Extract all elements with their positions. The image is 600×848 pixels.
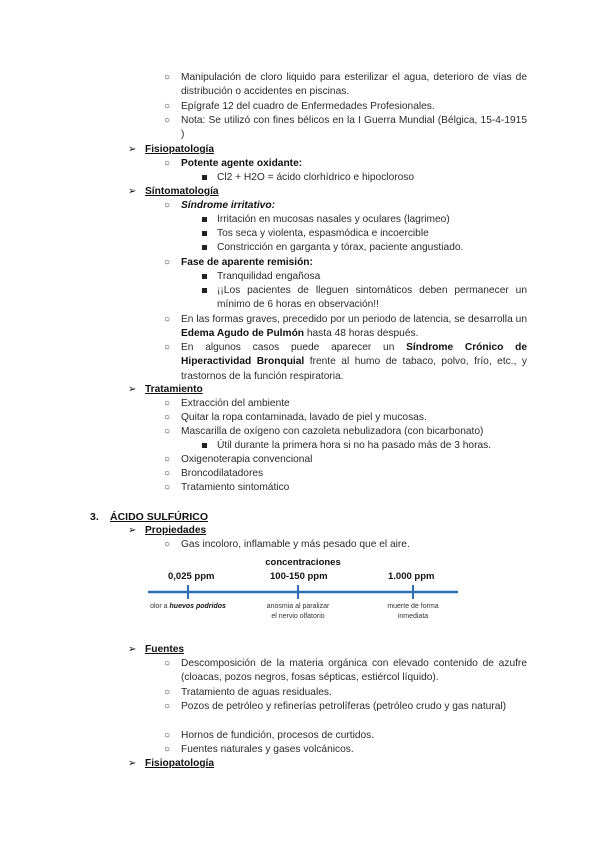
square-bullet-icon xyxy=(202,443,207,448)
circle-bullet-icon: ○ xyxy=(164,744,171,755)
square-bullet-icon xyxy=(202,217,207,222)
list-item: Pozos de petróleo y refinerías petrolíferas (petróleo crudo y gas natural) xyxy=(181,701,507,712)
square-bullet-icon xyxy=(202,274,207,279)
list-item: Oxigenoterapia convencional xyxy=(181,454,313,465)
concentration-label: 1.000 ppm xyxy=(388,571,435,582)
subheading: Síndrome irritativo: xyxy=(181,200,275,211)
circle-bullet-icon: ○ xyxy=(164,398,171,409)
circle-bullet-icon: ○ xyxy=(164,200,171,211)
circle-bullet-icon: ○ xyxy=(164,468,171,479)
diagram-title: concentraciones xyxy=(265,557,341,568)
circle-bullet-icon: ○ xyxy=(164,72,171,83)
list-item: Constricción en garganta y tórax, paciente angustiado. xyxy=(217,242,464,253)
concentration-effect: anosmia al paralizar el nervio olfatorio xyxy=(266,603,330,620)
circle-bullet-icon: ○ xyxy=(164,658,171,669)
circle-bullet-icon: ○ xyxy=(164,412,171,423)
list-item: En algunos casos puede aparecer un Síndrome Crónico de Hiperactividad Bronquial frente al humo de tabaco, polvo, frío, etc., y trastornos de la función respiratoria. xyxy=(181,342,527,382)
arrow-bullet-icon: ➢ xyxy=(128,186,137,197)
section-title: ÁCIDO SULFÚRICO xyxy=(110,511,208,523)
list-item: Extracción del ambiente xyxy=(181,398,290,409)
list-item: Quitar la ropa contaminada, lavado de piel y mucosas. xyxy=(181,412,427,423)
circle-bullet-icon: ○ xyxy=(164,314,171,325)
concentration-effect: muerte de forma inmediata xyxy=(387,603,439,620)
list-item: En las formas graves, precedido por un periodo de latencia, se desarrolla un Edema Agudo de Pulmón hasta 48 horas después. xyxy=(181,314,527,340)
circle-bullet-icon: ○ xyxy=(164,687,171,698)
list-item: Manipulación de cloro liquido para esterilizar el agua, deterioro de vías de distribución o accidentes en piscinas. xyxy=(181,72,527,98)
concentrations-diagram xyxy=(138,554,468,634)
circle-bullet-icon: ○ xyxy=(164,158,171,169)
list-item: ¡¡Los pacientes de lleguen sintomáticos deben permanecer un mínimo de 6 horas en observación!! xyxy=(217,285,527,311)
circle-bullet-icon: ○ xyxy=(164,257,171,268)
circle-bullet-icon: ○ xyxy=(164,701,171,712)
square-bullet-icon xyxy=(202,231,207,236)
section-heading-fuentes: Fuentes xyxy=(145,644,185,655)
list-item: Descomposición de la materia orgánica con elevado contenido de azufre (cloacas, pozos negros, fosas sépticas, estiércol líquido). xyxy=(181,658,527,684)
list-item: Fuentes naturales y gases volcánicos. xyxy=(181,744,354,755)
circle-bullet-icon: ○ xyxy=(164,482,171,493)
list-item: Mascarilla de oxígeno con cazoleta nebulizadora (con bicarbonato) xyxy=(181,426,484,437)
list-item: Hornos de fundición, procesos de curtidos. xyxy=(181,730,375,741)
square-bullet-icon xyxy=(202,245,207,250)
concentration-effect: olor a huevos podridos xyxy=(150,603,226,610)
list-item: Tratamiento sintomático xyxy=(181,482,290,493)
square-bullet-icon xyxy=(202,288,207,293)
arrow-bullet-icon: ➢ xyxy=(128,384,137,395)
list-item: Epígrafe 12 del cuadro de Enfermedades Profesionales. xyxy=(181,101,435,112)
concentration-axis xyxy=(138,582,468,602)
list-item: Irritación en mucosas nasales y oculares (lagrimeo) xyxy=(217,214,450,225)
list-item: Nota: Se utilizó con fines bélicos en la I Guerra Mundial (Bélgica, 15-4-1915 ) xyxy=(181,115,527,141)
arrow-bullet-icon: ➢ xyxy=(128,144,137,155)
arrow-bullet-icon: ➢ xyxy=(128,644,137,655)
concentration-label: 100-150 ppm xyxy=(270,571,328,582)
arrow-bullet-icon: ➢ xyxy=(128,525,137,536)
list-item: Gas incoloro, inflamable y más pesado que el aire. xyxy=(181,539,410,550)
circle-bullet-icon: ○ xyxy=(164,115,171,126)
subheading: Potente agente oxidante: xyxy=(181,158,303,169)
section-heading-propiedades: Propiedades xyxy=(145,525,207,536)
circle-bullet-icon: ○ xyxy=(164,101,171,112)
circle-bullet-icon: ○ xyxy=(164,426,171,437)
list-item: Útil durante la primera hora si no ha pasado más de 3 horas. xyxy=(217,440,492,451)
section-number: 3. xyxy=(90,511,99,523)
circle-bullet-icon: ○ xyxy=(164,454,171,465)
concentration-label: 0,025 ppm xyxy=(168,571,215,582)
list-item: Broncodilatadores xyxy=(181,468,264,479)
section-heading-fisiopatologia: Fisiopatología xyxy=(145,758,215,769)
circle-bullet-icon: ○ xyxy=(164,342,171,353)
circle-bullet-icon: ○ xyxy=(164,730,171,741)
square-bullet-icon xyxy=(202,175,207,180)
arrow-bullet-icon: ➢ xyxy=(128,758,137,769)
subheading: Fase de aparente remisión: xyxy=(181,257,313,268)
section-heading-tratamiento: Tratamiento xyxy=(145,384,203,395)
section-heading-fisiopatologia: Fisiopatología xyxy=(145,144,215,155)
section-heading-sintomatologia: Síntomatología xyxy=(145,186,219,197)
list-item: Tos seca y violenta, espasmódica e incoercible xyxy=(217,228,429,239)
list-item: Cl2 + H2O = ácido clorhídrico e hipocloroso xyxy=(217,172,415,183)
list-item: Tranquilidad engañosa xyxy=(217,271,321,282)
list-item: Tratamiento de aguas residuales. xyxy=(181,687,332,698)
circle-bullet-icon: ○ xyxy=(164,539,171,550)
